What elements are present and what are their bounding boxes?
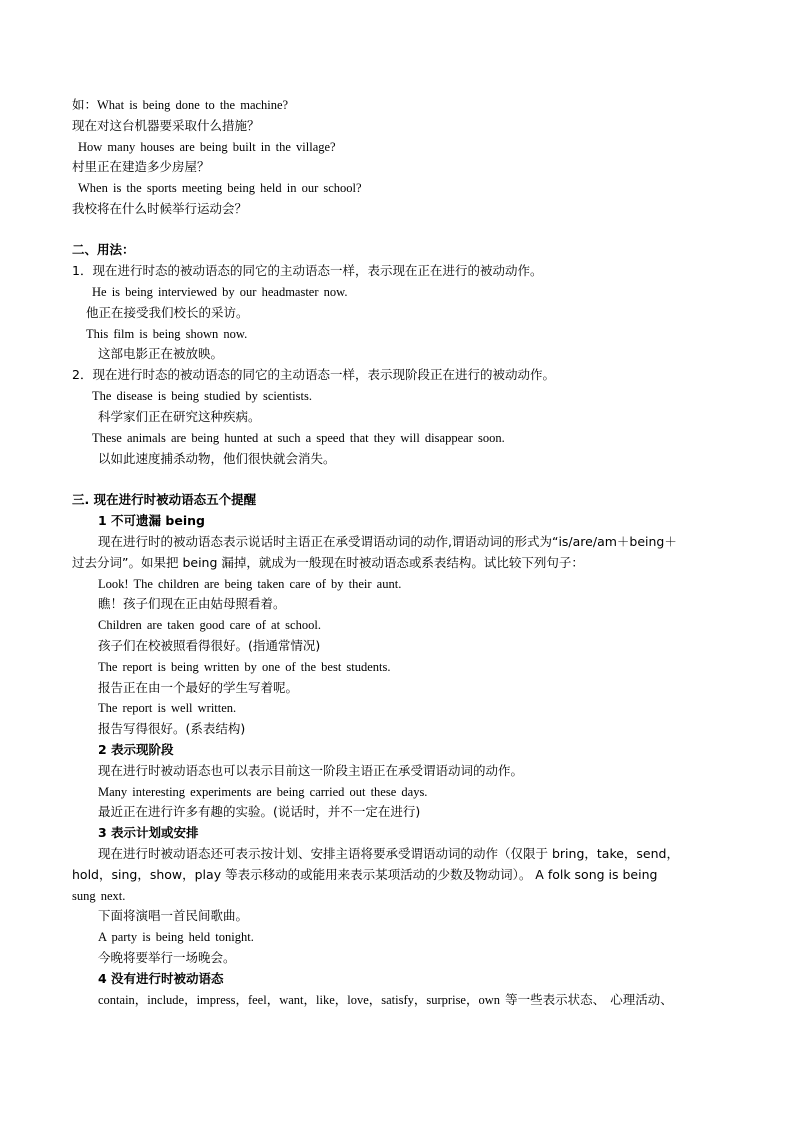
tip-text: 过去分词”。如果把 being 漏掉，就成为一般现在时被动语态或系表结构。试比较下列句子： [72, 555, 584, 570]
tip-translation: 最近正在进行许多有趣的实验。(说话时，并不一定在进行) [98, 804, 421, 819]
usage-point-1: 1．现在进行时态的被动语态的同它的主动语态一样，表示现在正在进行的被动动作。 [72, 263, 543, 278]
tip-translation: 瞧！孩子们现在正由姑母照看着。 [98, 596, 286, 611]
tip-translation: 孩子们在校被照看得很好。(指通常情况) [98, 638, 321, 653]
example-line: When is the sports meeting being held in our school? [78, 181, 362, 195]
tip-title-1: 1 不可遗漏 being [98, 513, 205, 528]
example-translation: 村里正在建造多少房屋？ [72, 159, 210, 174]
usage-example: The disease is being studied by scientists. [92, 389, 312, 403]
tip-example: Look! The children are being taken care of by their aunt. [98, 577, 402, 591]
tip-example: A party is being held tonight. [98, 930, 254, 944]
tip-title-3: 3 表示计划或安排 [98, 825, 199, 840]
tip-text: 现在进行时被动语态还可表示按计划、安排主语将要承受谓语动词的动作（仅限于 bring，take，send， [98, 846, 679, 861]
tip-text: contain，include，impress，feel，want，like，love，satisfy，surprise，own 等一些表示状态、 心理活动、 [98, 993, 673, 1007]
usage-translation: 以如此速度捕杀动物，他们很快就会消失。 [98, 451, 336, 466]
usage-example: This film is being shown now. [86, 327, 248, 341]
tip-translation: 报告写得很好。(系表结构) [98, 721, 246, 736]
example-translation: 现在对这台机器要采取什么措施？ [72, 118, 260, 133]
tip-title-2: 2 表示现阶段 [98, 742, 174, 757]
example-line: 如：What is being done to the machine? [72, 98, 289, 112]
tip-example: The report is well written. [98, 701, 237, 715]
tip-example: The report is being written by one of the best students. [98, 660, 391, 674]
example-line: How many houses are being built in the village? [78, 140, 336, 154]
tip-text: hold，sing，show，play 等表示移动的或能用来表示某项活动的少数及物动词）。 A folk song is being [72, 867, 658, 882]
tip-example: Children are taken good care of at school. [98, 618, 321, 632]
usage-translation: 科学家们正在研究这种疾病。 [98, 409, 261, 424]
tip-translation: 报告正在由一个最好的学生写着呢。 [98, 680, 299, 695]
usage-example: These animals are being hunted at such a speed that they will disappear soon. [92, 431, 505, 445]
tip-text: 现在进行时的被动语态表示说话时主语正在承受谓语动词的动作,谓语动词的形式为“is/are/am＋being＋ [98, 534, 677, 549]
usage-translation: 这部电影正在被放映。 [98, 346, 224, 361]
tip-text: sung next. [72, 889, 126, 903]
usage-point-2: 2．现在进行时态的被动语态的同它的主动语态一样，表示现阶段正在进行的被动动作。 [72, 367, 555, 382]
tip-text: 现在进行时被动语态也可以表示目前这一阶段主语正在承受谓语动词的动作。 [98, 763, 524, 778]
section-heading-usage: 二、用法： [72, 242, 135, 257]
tip-example: Many interesting experiments are being carried out these days. [98, 785, 428, 799]
tip-translation: 今晚将要举行一场晚会。 [98, 950, 236, 965]
tip-title-4: 4 没有进行时被动语态 [98, 971, 224, 986]
section-heading-tips: 三. 现在进行时被动语态五个提醒 [72, 492, 257, 507]
usage-translation: 他正在接受我们校长的采访。 [86, 305, 249, 320]
usage-example: He is being interviewed by our headmaster now. [92, 285, 348, 299]
tip-translation: 下面将演唱一首民间歌曲。 [98, 908, 249, 923]
example-translation: 我校将在什么时候举行运动会？ [72, 201, 248, 216]
